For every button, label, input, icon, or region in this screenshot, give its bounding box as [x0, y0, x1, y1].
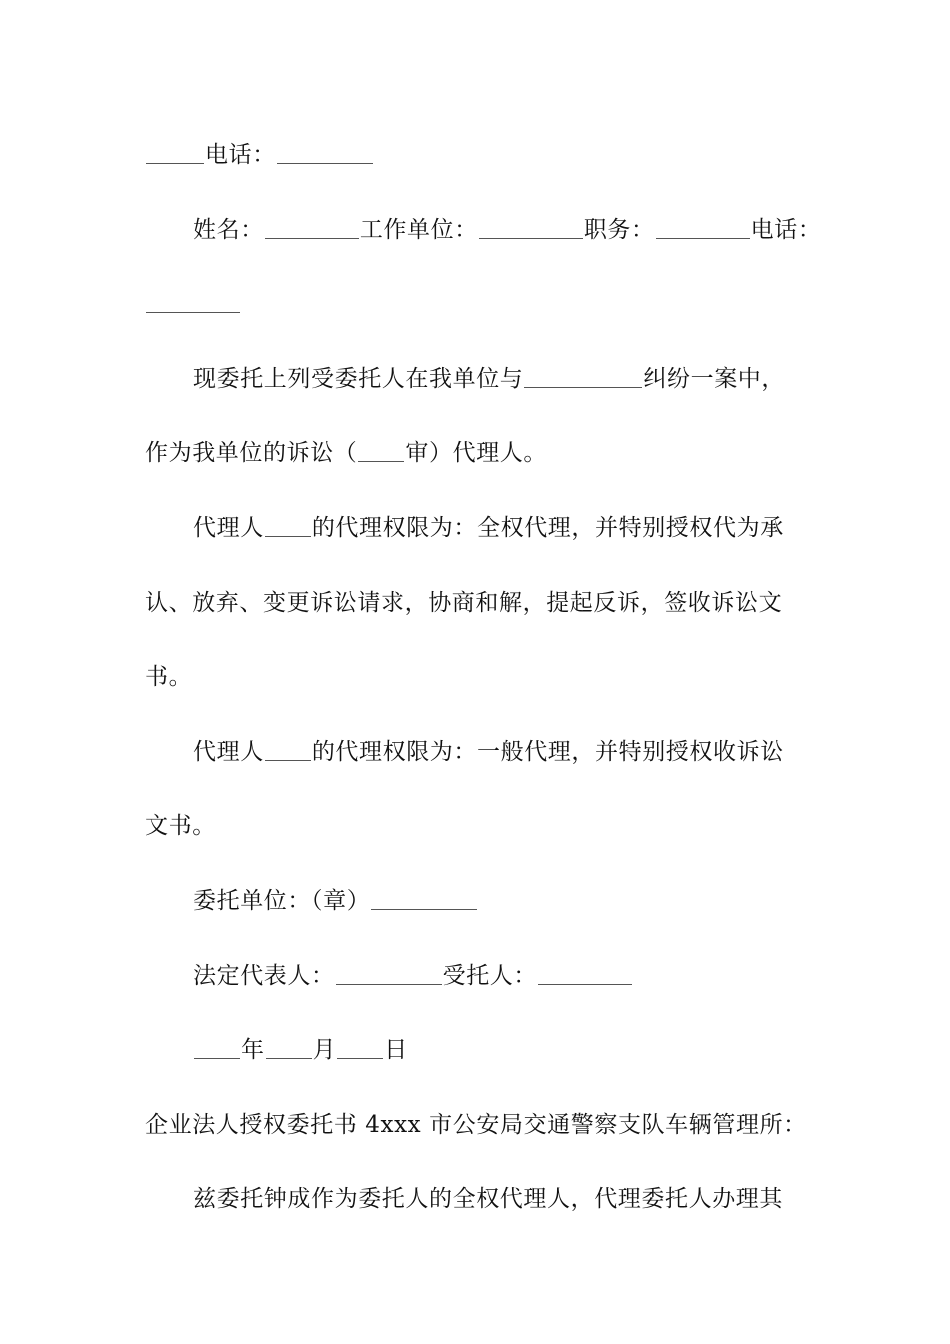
- text-line: [145, 578, 807, 653]
- text-line: [145, 428, 807, 503]
- text-segment: 的代理权限为：全权代理，并特别授权代为承: [311, 514, 784, 541]
- text-segment: 法定代表人：: [193, 962, 335, 989]
- fill-in-blank[interactable]: [277, 162, 373, 164]
- fill-in-blank[interactable]: [538, 983, 632, 985]
- text-segment: 作为我单位的诉讼（: [145, 440, 358, 467]
- fill-in-blank[interactable]: [479, 237, 583, 239]
- text-line: [145, 1025, 807, 1100]
- text-line: [145, 354, 807, 429]
- text-segment: 的代理权限为：一般代理，并特别授权收诉讼: [311, 738, 784, 765]
- fill-in-blank[interactable]: [656, 237, 750, 239]
- text-segment: 现委托上列受委托人在我单位与: [193, 365, 524, 392]
- fill-in-blank[interactable]: [265, 535, 311, 537]
- text-segment: 兹委托钟成作为委托人的全权代理人，代理委托人办理其: [193, 1186, 783, 1213]
- text-segment: 审）代理人。: [405, 440, 548, 467]
- text-segment: 委托单位：（章）: [193, 887, 371, 914]
- document-page: [145, 130, 822, 1249]
- fill-in-blank[interactable]: [358, 460, 404, 462]
- text-line: [145, 1100, 807, 1175]
- text-segment: 文书。: [145, 813, 216, 840]
- fill-in-blank[interactable]: [524, 386, 642, 388]
- text-segment: 年: [241, 1037, 265, 1064]
- text-line: [145, 205, 822, 280]
- fill-in-blank[interactable]: [146, 311, 240, 313]
- text-line: [145, 876, 807, 951]
- text-line: [145, 1174, 807, 1249]
- text-segment: 电话：: [750, 216, 822, 243]
- text-segment: 代理人: [193, 514, 264, 541]
- text-segment: 电话：: [205, 142, 276, 168]
- text-line: [145, 279, 807, 354]
- fill-in-blank[interactable]: [194, 1057, 240, 1059]
- text-segment: 认、放弃、变更诉讼请求，协商和解，提起反诉，签收诉讼文: [145, 589, 783, 616]
- text-line: [145, 951, 807, 1026]
- text-segment: 纠纷一案中，: [643, 365, 786, 392]
- fill-in-blank[interactable]: [336, 983, 442, 985]
- text-segment: 职务：: [583, 216, 655, 243]
- text-segment: 受托人：: [442, 962, 538, 989]
- fill-in-blank[interactable]: [371, 908, 477, 910]
- fill-in-blank[interactable]: [337, 1057, 383, 1059]
- text-line: [145, 652, 807, 727]
- text-segment: 代理人: [193, 738, 264, 765]
- text-segment: 企业法人授权委托书 4xxx 市公安局交通警察支队车辆管理所：: [145, 1111, 807, 1138]
- text-line: [145, 503, 807, 578]
- text-line: [145, 801, 807, 876]
- text-line: [145, 130, 807, 205]
- fill-in-blank[interactable]: [265, 759, 311, 761]
- fill-in-blank[interactable]: [146, 162, 204, 164]
- text-segment: 姓名：: [193, 216, 264, 243]
- text-segment: 日: [384, 1037, 408, 1064]
- text-segment: 书。: [145, 664, 193, 691]
- text-line: [145, 727, 807, 802]
- fill-in-blank[interactable]: [265, 237, 359, 239]
- text-segment: 工作单位：: [359, 216, 478, 243]
- fill-in-blank[interactable]: [266, 1057, 312, 1059]
- text-segment: 月: [312, 1037, 337, 1064]
